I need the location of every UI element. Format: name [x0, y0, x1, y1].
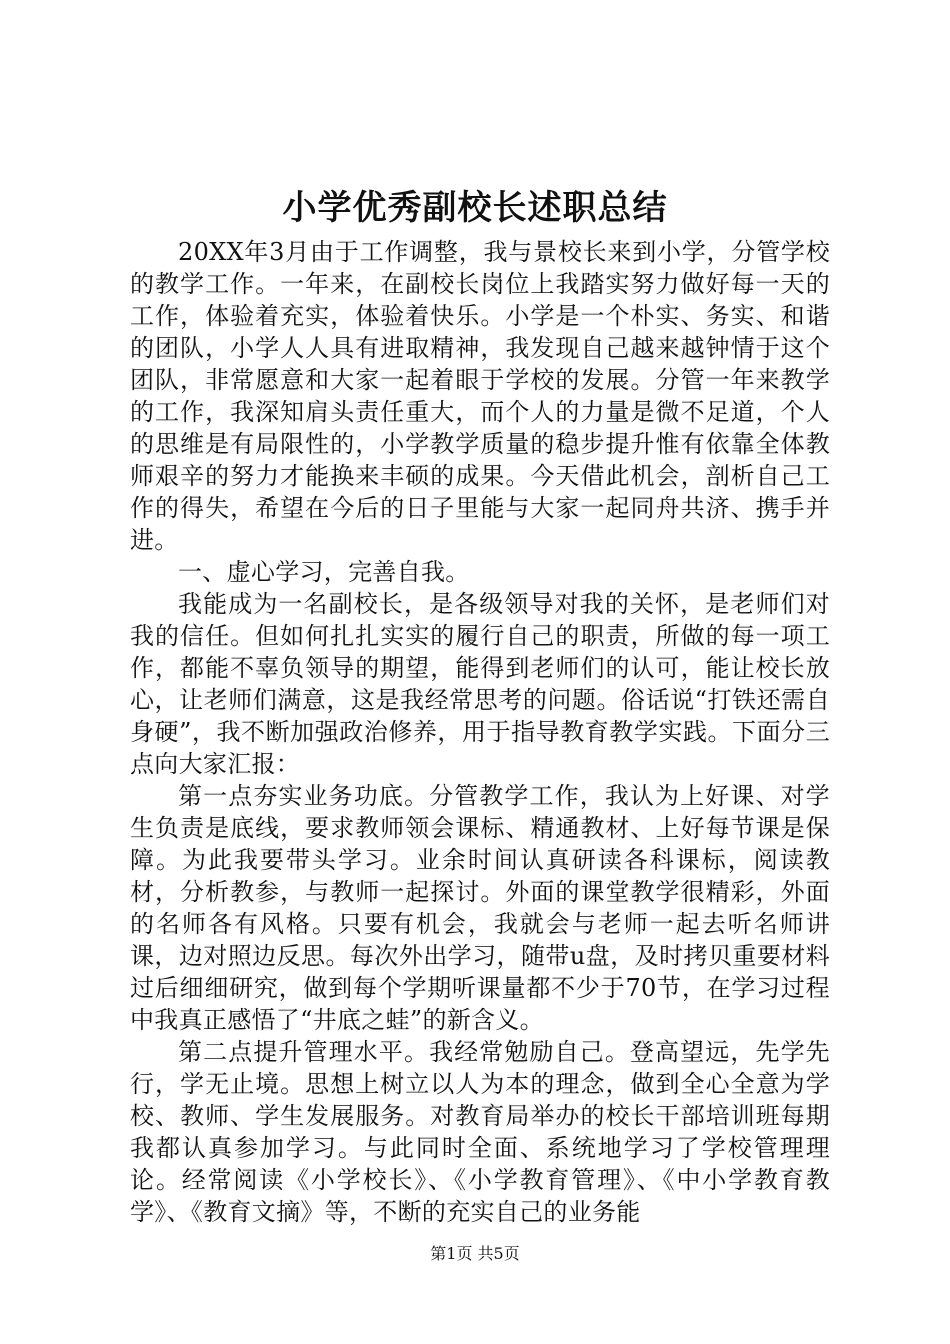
- document-body: [130, 236, 830, 1228]
- paragraph-intro: 20XX年3月由于工作调整，我与景校长来到小学，分管学校的教学工作。一年来，在副校长岗位上我踏实努力做好每一天的工作，体验着充实，体验着快乐。小学是一个朴实、务实、和谐的团队，小学人人具有进取精神，我发现自己越来越钟情于这个团队，非常愿意和大家一起着眼于学校的发展。分管一年来教学的工作，我深知肩头责任重大，而个人的力量是微不足道，个人的思维是有局限性的，小学教学质量的稳步提升惟有依靠全体教师艰辛的努力才能换来丰硕的成果。今天借此机会，剖析自己工作的得失，希望在今后的日子里能与大家一起同舟共济、携手并进。: [130, 238, 830, 554]
- document-title: 小学优秀副校长述职总结: [282, 188, 668, 228]
- page-footer: 第1页 共5页: [430, 1244, 520, 1263]
- paragraph-section-1: 我能成为一名副校长，是各级领导对我的关怀，是老师们对我的信任。但如何扎扎实实的履行自己的职责，所做的每一项工作，都能不辜负领导的期望，能得到老师们的认可，能让校长放心，让老师们满意，这是我经常思考的问题。俗话说“打铁还需自身硬”，我不断加强政治修养，用于指导教育教学实践。下面分三点向大家汇报：: [130, 590, 830, 778]
- paragraph-point-2: 第二点提升管理水平。我经常勉励自己。登高望远，先学先行，学无止境。思想上树立以人为本的理念，做到全心全意为学校、教师、学生发展服务。对教育局举办的校长干部培训班每期我都认真参加学习。与此同时全面、系统地学习了学校管理理论。经常阅读《小学校长》、《小学教育管理》、《中小学教育教学》、《教育文摘》等，不断的充实自己的业务能: [130, 1038, 830, 1226]
- section-heading-1: 一、虚心学习，完善自我。: [178, 558, 470, 586]
- paragraph-point-1: 第一点夯实业务功底。分管教学工作，我认为上好课、对学生负责是底线，要求教师领会课标、精通教材、上好每节课是保障。为此我要带头学习。业余时间认真研读各科课标，阅读教材，分析教参，与教师一起探讨。外面的课堂教学很精彩，外面的名师各有风格。只要有机会，我就会与老师一起去听名师讲课，边对照边反思。每次外出学习，随带u盘，及时拷贝重要材料过后细细研究，做到每个学期听课量都不少于70节，在学习过程中我真正感悟了“井底之蛙”的新含义。: [130, 782, 830, 1034]
